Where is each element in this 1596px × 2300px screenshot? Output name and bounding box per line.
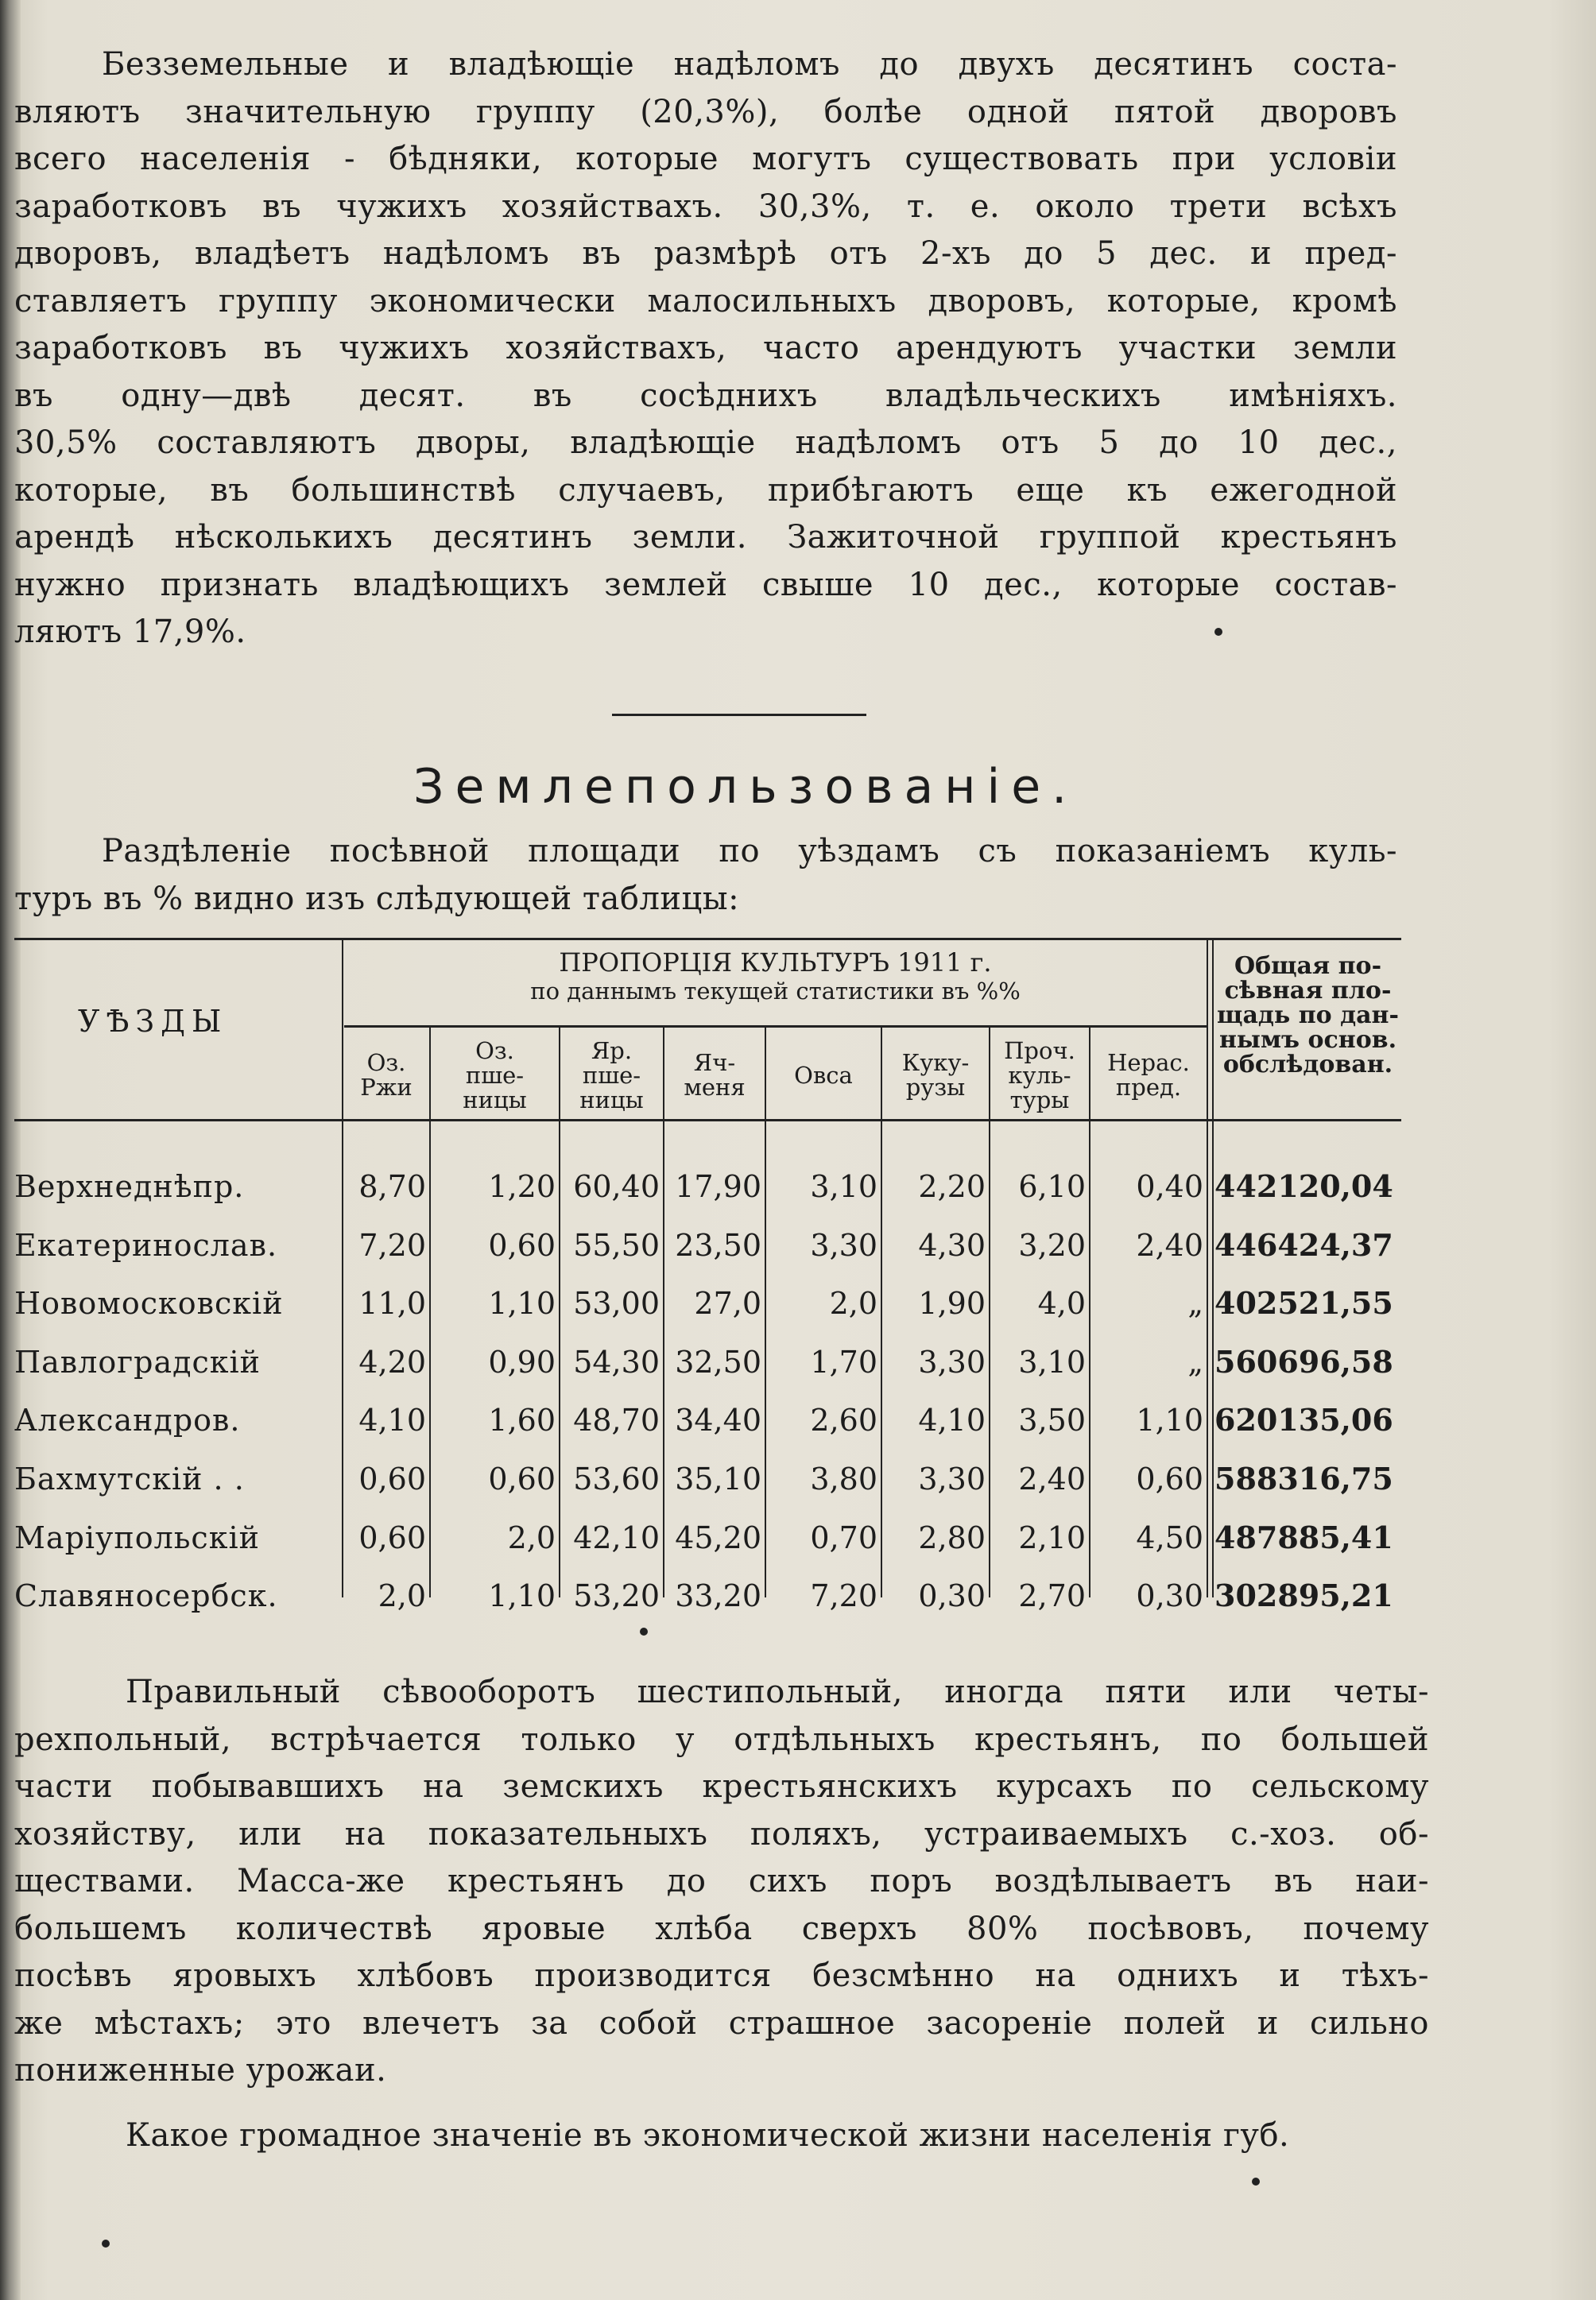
- crop-sub-header-line: меня: [684, 1074, 746, 1101]
- crop-percent-value: 0,70: [810, 1520, 877, 1555]
- crop-percent-value: 7,20: [358, 1227, 426, 1263]
- crop-percent-value: 0,90: [488, 1344, 556, 1380]
- text-line: большемъ количествѣ яровые хлѣба сверхъ 80% посѣвовъ, почему: [14, 1910, 1429, 1947]
- crop-percent-value: 27,0: [694, 1286, 761, 1322]
- district-name: Павлоградскій: [14, 1344, 261, 1380]
- text-line: ставляетъ группу экономически малосильныхъ дворовъ, которые, кромѣ: [14, 282, 1397, 319]
- crop-sub-header-line: Оз.: [475, 1036, 514, 1064]
- text-line: Безземельные и владѣющіе надѣломъ до двухъ десятинъ соста-: [102, 46, 1397, 83]
- text-line: ществами. Масса-же крестьянъ до сихъ поръ воздѣлываетъ въ наи-: [14, 1863, 1429, 1899]
- crop-sub-header-line: Яч-: [693, 1049, 736, 1076]
- text-line: всего населенія - бѣдняки, которые могутъ существовать при условіи: [14, 141, 1397, 177]
- district-name: Новомосковскій: [14, 1286, 284, 1322]
- crop-sub-header-line: пше-: [465, 1061, 525, 1089]
- crop-percent-value: 0,60: [1136, 1462, 1203, 1497]
- text-line: же мѣстахъ; это влечетъ за собой страшное засореніе полей и сильно: [14, 2004, 1429, 2042]
- total-area-value: 446424,37: [1214, 1226, 1393, 1263]
- crop-percent-value: 2,80: [918, 1520, 986, 1555]
- crop-sub-header-line: Ржи: [360, 1074, 413, 1101]
- specks: [1214, 628, 1222, 636]
- crop-percent-value: 2,0: [378, 1578, 426, 1614]
- group-header-subtitle: по даннымъ текущей статистики въ %%: [530, 978, 1021, 1005]
- text-line: пониженные урожаи.: [14, 2052, 387, 2089]
- crop-percent-value: 4,10: [358, 1403, 426, 1438]
- crop-percent-value: 35,10: [675, 1462, 761, 1497]
- text-line: ляютъ 17,9%.: [14, 614, 246, 650]
- crop-percent-value: 2,0: [507, 1520, 556, 1555]
- group-header-title: ПРОПОРЦІЯ КУЛЬТУРЪ 1911 г.: [559, 947, 992, 978]
- crop-percent-value: 32,50: [675, 1344, 761, 1380]
- crop-percent-value: 53,60: [573, 1462, 660, 1497]
- crop-percent-value: 2,10: [1018, 1520, 1086, 1555]
- crop-percent-value: 0,60: [488, 1462, 556, 1497]
- crop-percent-value: 54,30: [573, 1344, 660, 1380]
- crop-sub-header-line: туры: [1009, 1086, 1070, 1113]
- crop-percent-value: 17,90: [675, 1169, 761, 1204]
- crop-percent-value: 3,30: [810, 1227, 877, 1263]
- crop-percent-value: 2,0: [829, 1286, 877, 1322]
- crop-sub-header-line: Оз.: [366, 1049, 406, 1076]
- text-line: заработковъ въ чужихъ хозяйствахъ, часто арендуютъ участки земли: [14, 330, 1397, 366]
- table-header-bottom-rule: [14, 1119, 1401, 1121]
- paragraph-economic-significance: [14, 2112, 1429, 2160]
- crop-percent-value: 1,10: [488, 1578, 556, 1614]
- text-line: хозяйству, или на показательныхъ поляхъ, устраиваемыхъ с.-хоз. об-: [14, 1815, 1429, 1853]
- text-line: заработковъ въ чужихъ хозяйствахъ. 30,3%, т. е. около трети всѣхъ: [14, 188, 1397, 225]
- crop-sub-header: [664, 1051, 765, 1100]
- crop-percent-value: 3,50: [1018, 1403, 1086, 1438]
- total-area-header: [1214, 954, 1401, 1077]
- crop-percent-value: 34,40: [675, 1403, 761, 1438]
- crop-percent-value: 2,40: [1018, 1462, 1086, 1497]
- text-line: дворовъ, владѣетъ надѣломъ въ размѣрѣ отъ 2-хъ до 5 дес. и пред-: [14, 235, 1397, 272]
- crop-percent-value: 2,70: [1018, 1578, 1086, 1614]
- crop-percent-value: 53,00: [573, 1286, 660, 1322]
- text-line: Правильный сѣвооборотъ шестипольный, иногда пяти или четы-: [126, 1674, 1429, 1710]
- crop-percent-value: 3,30: [918, 1462, 986, 1497]
- specks: [1252, 2178, 1260, 2186]
- crop-sub-header-line: Куку-: [901, 1049, 970, 1076]
- total-header-line: Общая по-: [1234, 952, 1382, 980]
- crop-sub-header-line: пше-: [582, 1061, 641, 1089]
- text-line: арендѣ нѣсколькихъ десятинъ земли. Зажиточной группой крестьянъ: [14, 519, 1397, 556]
- crop-percent-value: 33,20: [675, 1578, 761, 1614]
- crop-percent-value: 48,70: [573, 1403, 660, 1438]
- crop-percent-value: 1,70: [810, 1344, 877, 1380]
- crop-sub-header-line: куль-: [1008, 1061, 1071, 1089]
- crop-sub-header-line: ницы: [579, 1086, 644, 1113]
- text-line: нужно признать владѣющихъ землей свыше 10 дес., которые состав-: [14, 566, 1397, 603]
- crop-percent-value: 0,60: [358, 1462, 426, 1497]
- crop-percent-value: 3,10: [1018, 1344, 1086, 1380]
- district-name: Маріупольскій: [14, 1520, 260, 1555]
- col-rule: [1207, 938, 1208, 1597]
- district-name: Верхнеднѣпр.: [14, 1169, 245, 1204]
- crop-percent-value: 7,20: [810, 1578, 877, 1614]
- text-line: рехпольный, встрѣчается только у отдѣльныхъ крестьянъ, по большей: [14, 1721, 1429, 1758]
- total-header-line: щадь по дан-: [1217, 1001, 1399, 1029]
- text-line: Раздѣленіе посѣвной площади по уѣздамъ съ показаніемъ куль-: [102, 833, 1397, 869]
- crop-percent-value: 1,20: [488, 1169, 556, 1204]
- total-area-value: 620135,06: [1214, 1402, 1393, 1438]
- paragraph-table-intro: [14, 828, 1397, 923]
- crop-sub-header-line: ницы: [463, 1086, 527, 1113]
- crop-sub-header: [1090, 1051, 1207, 1100]
- specks: [102, 2240, 110, 2248]
- total-header-line: сѣвная пло-: [1224, 977, 1392, 1005]
- crop-sub-header: [766, 1063, 881, 1088]
- crop-percent-value: 8,70: [358, 1169, 426, 1204]
- text-line: вляютъ значительную группу (20,3%), болѣе одной пятой дворовъ: [14, 93, 1397, 130]
- total-area-value: 402521,55: [1214, 1285, 1393, 1322]
- total-area-value: 588316,75: [1214, 1461, 1393, 1497]
- crop-percent-value: 3,10: [810, 1169, 877, 1204]
- total-area-value: 487885,41: [1214, 1519, 1393, 1555]
- crop-percent-value: 23,50: [675, 1227, 761, 1263]
- district-name: Бахмутскій . .: [14, 1462, 245, 1497]
- crop-sub-header-line: Яр.: [591, 1036, 633, 1064]
- paragraph-landholding-groups: [14, 41, 1397, 656]
- total-area-value: 302895,21: [1214, 1578, 1393, 1614]
- crop-percent-value: „: [1187, 1286, 1203, 1322]
- text-line: которые, въ большинствѣ случаевъ, прибѣгаютъ еще къ ежегодной: [14, 471, 1397, 509]
- crop-percent-value: 1,10: [488, 1286, 556, 1322]
- district-name: Славяносербск.: [14, 1578, 278, 1614]
- crop-proportion-table: [14, 938, 1401, 1653]
- crop-percent-value: 1,10: [1136, 1403, 1203, 1438]
- paragraph-crop-rotation: [14, 1669, 1429, 2095]
- crop-percent-value: 60,40: [573, 1169, 660, 1204]
- crop-sub-header: [990, 1036, 1089, 1113]
- crop-sub-header: [882, 1051, 989, 1100]
- crop-percent-value: 0,30: [918, 1578, 986, 1614]
- crop-percent-value: 4,50: [1136, 1520, 1203, 1555]
- crop-percent-value: 4,10: [918, 1403, 986, 1438]
- crop-percent-value: 0,30: [1136, 1578, 1203, 1614]
- crop-sub-header-line: рузы: [905, 1074, 966, 1101]
- col-rule: [1212, 938, 1214, 1597]
- crop-sub-header-line: пред.: [1115, 1074, 1182, 1101]
- crop-sub-header: [560, 1036, 663, 1113]
- crop-percent-value: 1,60: [488, 1403, 556, 1438]
- crop-percent-value: 1,90: [918, 1286, 986, 1322]
- crop-percent-value: „: [1187, 1344, 1203, 1380]
- total-area-value: 560696,58: [1214, 1343, 1393, 1380]
- crop-percent-value: 4,0: [1037, 1286, 1086, 1322]
- crop-percent-value: 3,30: [918, 1344, 986, 1380]
- total-area-value: 442120,04: [1214, 1168, 1393, 1204]
- table-top-rule: [14, 938, 1401, 940]
- crop-sub-header-line: Нерас.: [1107, 1049, 1190, 1076]
- crop-percent-value: 45,20: [675, 1520, 761, 1555]
- text-line: посѣвъ яровыхъ хлѣбовъ производится безсмѣнно на однихъ и тѣхъ-: [14, 1957, 1429, 1994]
- crop-percent-value: 3,20: [1018, 1227, 1086, 1263]
- section-heading: Землепользованіе.: [413, 759, 1079, 815]
- total-header-line: нымъ основ.: [1218, 1026, 1397, 1054]
- specks: [640, 1628, 648, 1636]
- crop-sub-header-line: Овса: [794, 1061, 853, 1089]
- text-line: части побывавшихъ на земскихъ крестьянскихъ курсахъ по сельскому: [14, 1768, 1429, 1805]
- text-line: туръ въ % видно изъ слѣдующей таблицы:: [14, 880, 740, 917]
- text-line: въ одну—двѣ десят. въ сосѣднихъ владѣльческихъ имѣніяхъ.: [14, 377, 1397, 414]
- crop-percent-value: 2,40: [1136, 1227, 1203, 1263]
- crop-percent-value: 0,40: [1136, 1169, 1203, 1204]
- crop-percent-value: 42,10: [573, 1520, 660, 1555]
- crop-percent-value: 3,80: [810, 1462, 877, 1497]
- crop-percent-value: 0,60: [488, 1227, 556, 1263]
- crop-percent-value: 6,10: [1018, 1169, 1086, 1204]
- total-header-line: обслѣдован.: [1222, 1051, 1393, 1078]
- crop-percent-value: 2,20: [918, 1169, 986, 1204]
- crop-sub-header-line: Проч.: [1004, 1036, 1075, 1064]
- crop-percent-value: 11,0: [358, 1286, 426, 1322]
- crop-sub-header: [343, 1051, 429, 1100]
- district-name: Екатеринослав.: [14, 1227, 278, 1263]
- text-line: Какое громадное значеніе въ экономической жизни населенія губ.: [126, 2117, 1290, 2154]
- crop-percent-value: 4,30: [918, 1227, 986, 1263]
- text-line: 30,5% составляютъ дворы, владѣющіе надѣломъ отъ 5 до 10 дес.,: [14, 424, 1397, 461]
- section-divider: [612, 714, 866, 716]
- crop-percent-value: 2,60: [810, 1403, 877, 1438]
- district-name: Александров.: [14, 1403, 241, 1438]
- crop-percent-value: 4,20: [358, 1344, 426, 1380]
- crop-percent-value: 0,60: [358, 1520, 426, 1555]
- group-header-rule: [344, 1025, 1207, 1028]
- crop-percent-value: 53,20: [573, 1578, 660, 1614]
- crop-sub-header: [431, 1036, 559, 1113]
- crop-percent-value: 55,50: [573, 1227, 660, 1263]
- district-column-header: УѢЗДЫ: [78, 1004, 228, 1039]
